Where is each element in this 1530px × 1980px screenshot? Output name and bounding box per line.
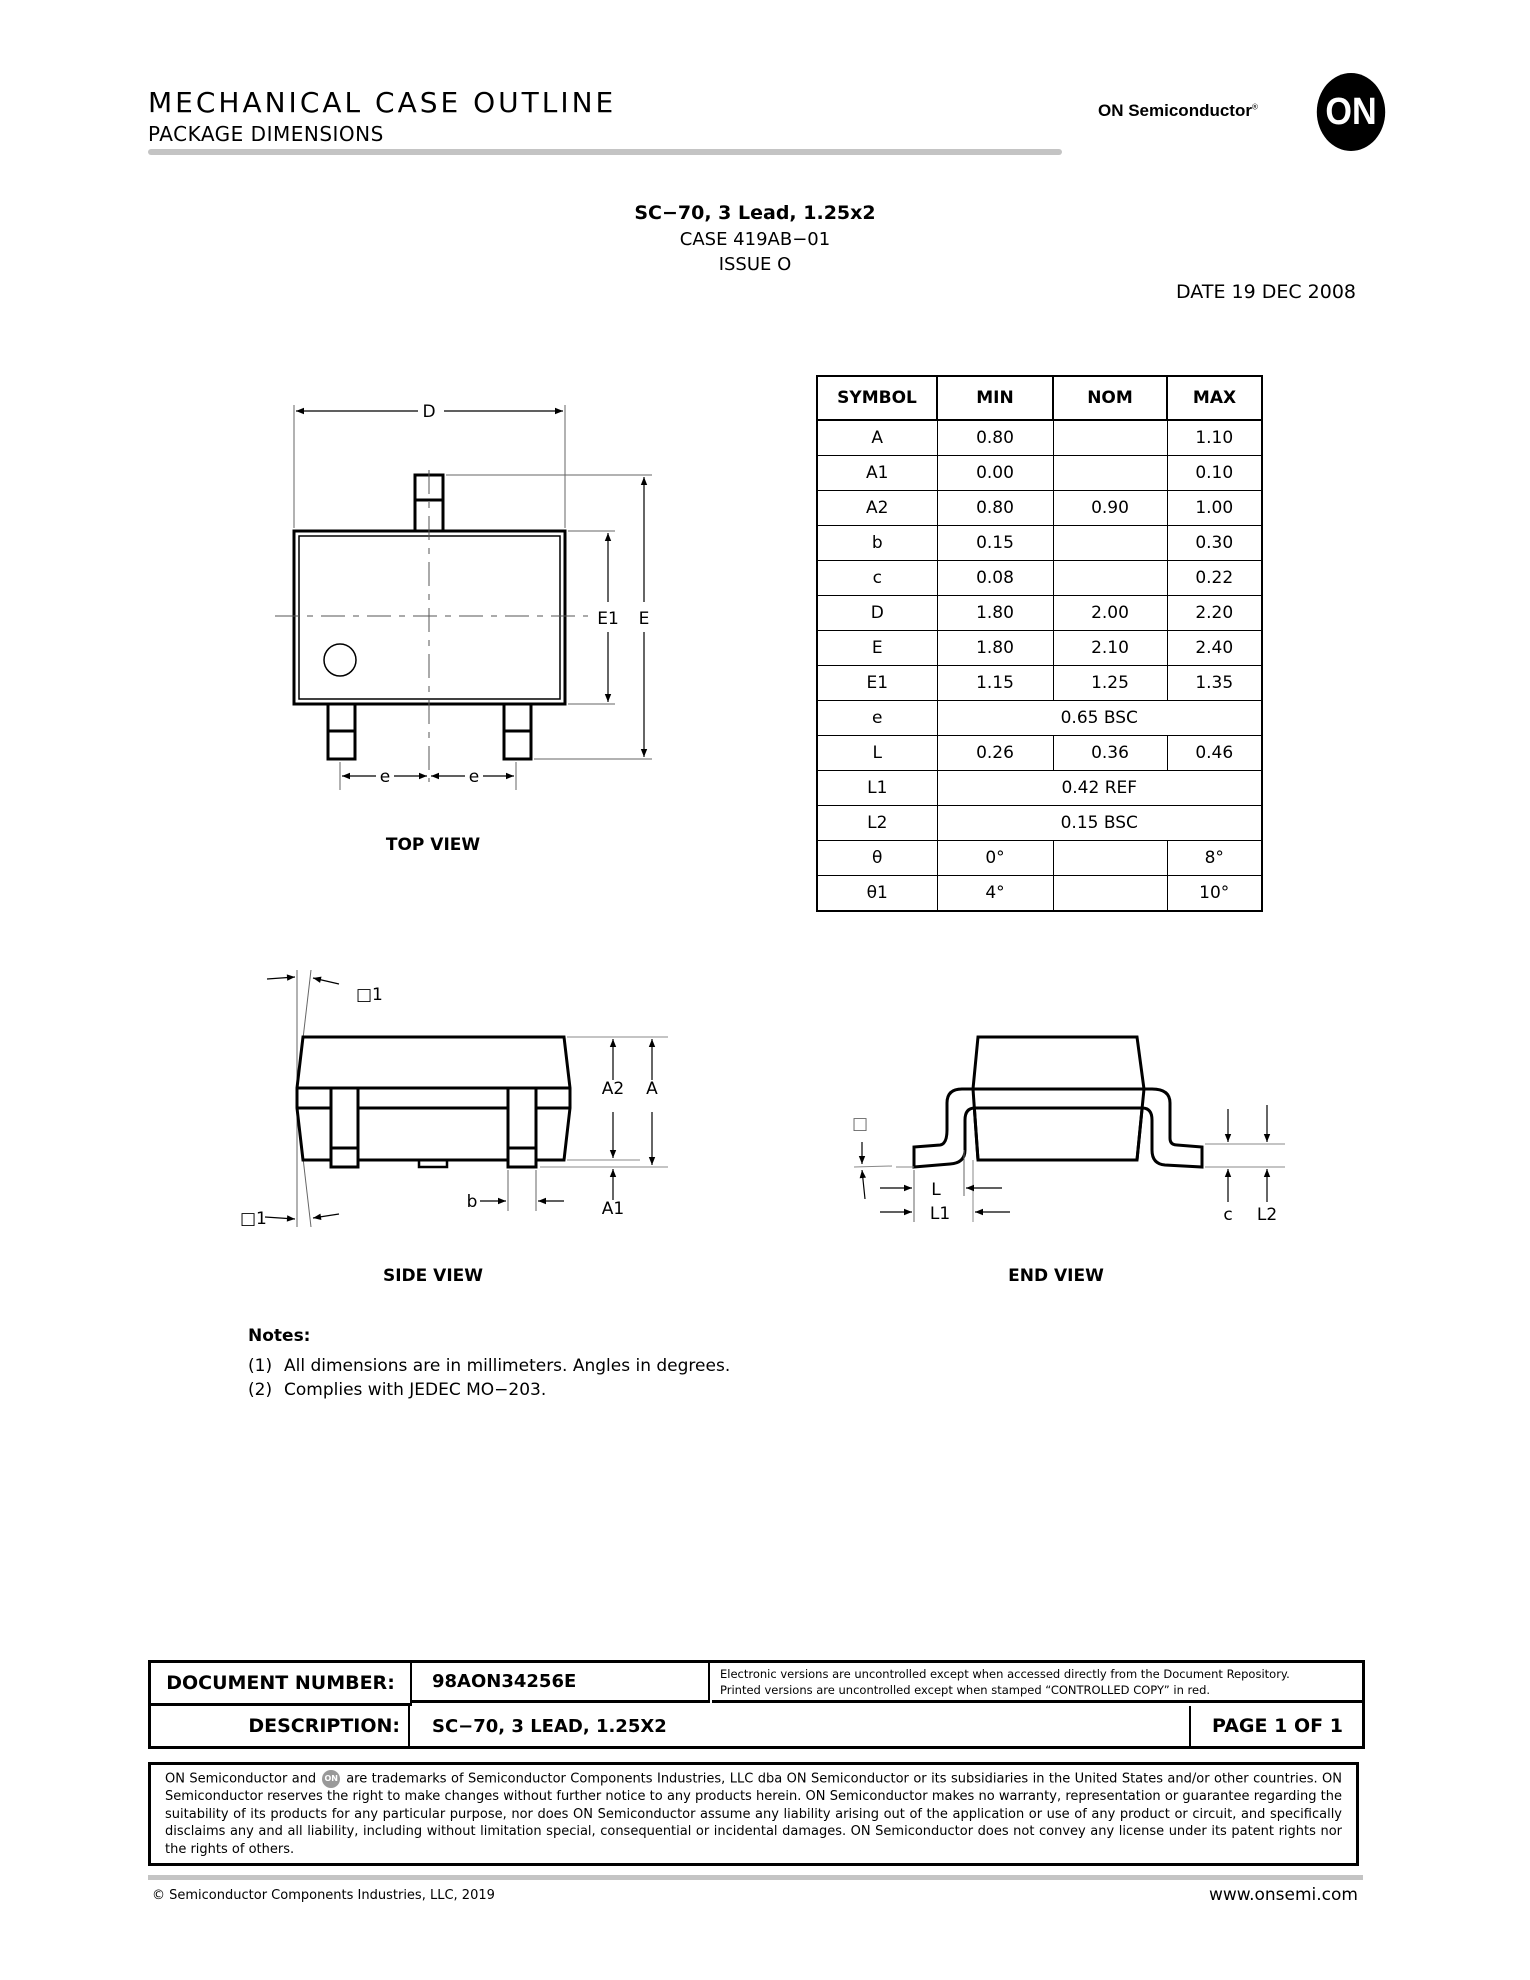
doc-number-label: DOCUMENT NUMBER:	[151, 1663, 412, 1706]
cell-max: 0.10	[1167, 456, 1262, 491]
on-logo: ON	[1317, 73, 1385, 151]
dim-label-A1: A1	[601, 1199, 625, 1219]
dim-label-L1: L1	[929, 1204, 951, 1224]
cell-max: 2.40	[1167, 631, 1262, 666]
dim-label-e-right: e	[468, 767, 480, 787]
cell-symbol: E1	[817, 666, 937, 701]
copyright: © Semiconductor Components Industries, LLC, 2019	[152, 1888, 495, 1903]
dim-label-L2: L2	[1256, 1205, 1278, 1225]
date: DATE 19 DEC 2008	[1176, 281, 1356, 303]
cell-max: 1.10	[1167, 420, 1262, 456]
cell-max: 1.00	[1167, 491, 1262, 526]
cell-max: 0.46	[1167, 736, 1262, 771]
footer-divider	[148, 1875, 1363, 1880]
doc-number: 98AON34256E	[412, 1663, 710, 1703]
description-label: DESCRIPTION:	[151, 1706, 410, 1746]
note-text: All dimensions are in millimeters. Angles in degrees.	[284, 1356, 731, 1376]
cell-min: 0.80	[937, 420, 1053, 456]
top-view-label: TOP VIEW	[385, 835, 481, 855]
page-number: PAGE 1 OF 1	[1212, 1715, 1343, 1737]
col-min: MIN	[937, 376, 1053, 420]
note-number: (2)	[248, 1380, 273, 1400]
cell-span: 0.65 BSC	[937, 701, 1262, 736]
cell-symbol: L2	[817, 806, 937, 841]
cell-min: 4°	[937, 876, 1053, 912]
cell-min: 0.26	[937, 736, 1053, 771]
cell-symbol: A2	[817, 491, 937, 526]
cell-min: 1.15	[937, 666, 1053, 701]
website-link[interactable]: www.onsemi.com	[1208, 1885, 1358, 1905]
end-view-label: END VIEW	[1008, 1266, 1104, 1286]
notes-heading: Notes:	[248, 1326, 311, 1346]
cell-min: 1.80	[937, 631, 1053, 666]
dim-label-E: E	[638, 609, 650, 629]
dim-label-A2: A2	[601, 1079, 625, 1099]
cell-min: 1.80	[937, 596, 1053, 631]
col-symbol: SYMBOL	[817, 376, 937, 420]
note-text: Complies with JEDEC MO−203.	[284, 1380, 547, 1400]
cell-max: 1.35	[1167, 666, 1262, 701]
note-1	[248, 1356, 730, 1376]
cell-max: 0.22	[1167, 561, 1262, 596]
cell-nom: 0.90	[1053, 491, 1167, 526]
end-view	[854, 1037, 1285, 1222]
cell-symbol: L	[817, 736, 937, 771]
dim-label-A: A	[646, 1079, 658, 1099]
cell-max: 8°	[1167, 841, 1262, 876]
cell-nom: 1.25	[1053, 666, 1167, 701]
note-2	[248, 1380, 546, 1400]
cell-nom: 0.36	[1053, 736, 1167, 771]
page-title: MECHANICAL CASE OUTLINE	[148, 86, 617, 119]
cell-min: 0°	[937, 841, 1053, 876]
on-logo-small: ON	[322, 1770, 340, 1788]
repo-note-printed: Printed versions are uncontrolled except when stamped “CONTROLLED COPY” in red.	[720, 1682, 1211, 1697]
cell-min: 0.00	[937, 456, 1053, 491]
cell-min: 0.80	[937, 491, 1053, 526]
cell-nom: 2.10	[1053, 631, 1167, 666]
top-view	[275, 405, 652, 790]
cell-max: 2.20	[1167, 596, 1262, 631]
repo-note-electronic: Electronic versions are uncontrolled except when accessed directly from the Document Repository.	[720, 1666, 1290, 1681]
cell-symbol: D	[817, 596, 937, 631]
dim-label-b: b	[466, 1192, 478, 1212]
dim-label-D: D	[422, 402, 436, 422]
description: SC−70, 3 LEAD, 1.25X2	[412, 1706, 1191, 1746]
issue: ISSUE O	[718, 254, 792, 275]
case-number: CASE 419AB−01	[679, 229, 831, 250]
dim-label-theta: □	[852, 1114, 869, 1134]
package-name: SC−70, 3 Lead, 1.25x2	[634, 202, 876, 224]
dim-label-L: L	[931, 1180, 941, 1200]
cell-symbol: e	[817, 701, 937, 736]
cell-min: 0.15	[937, 526, 1053, 561]
brand-text: ON Semiconductor	[1098, 101, 1252, 120]
cell-symbol: A	[817, 420, 937, 456]
repository-note	[712, 1663, 1362, 1703]
dim-label-e-left: e	[379, 767, 391, 787]
cell-span: 0.15 BSC	[937, 806, 1262, 841]
disclaimer-body: are trademarks of Semiconductor Components Industries, LLC dba ON Semiconductor or its subsidiaries in the United States and/or other countries. ON Semiconductor reserves the right to make changes without further notice to any products herein. ON Semiconductor makes no warranty, representation or guarantee regarding the suitability of its products for any particular purpose, nor does ON Semiconductor assume any liability arising out of the application or use of any product or circuit, and specifically disclaims any and all liability, including without limitation special, consequential or incidental damages. ON Semiconductor does not convey any license under its patent rights nor the rights of others.	[165, 1771, 1342, 1857]
cell-max: 0.30	[1167, 526, 1262, 561]
dim-label-E1: E1	[597, 609, 619, 629]
cell-symbol: θ	[817, 841, 937, 876]
side-view-label: SIDE VIEW	[382, 1266, 484, 1286]
cell-nom: 2.00	[1053, 596, 1167, 631]
cell-max: 10°	[1167, 876, 1262, 912]
dim-label-theta1-bottom: □1	[240, 1209, 267, 1229]
page-subtitle: PACKAGE DIMENSIONS	[148, 122, 384, 146]
cell-span: 0.42 REF	[937, 771, 1262, 806]
cell-symbol: L1	[817, 771, 937, 806]
cell-min: 0.08	[937, 561, 1053, 596]
trademark-disclaimer	[148, 1762, 1359, 1866]
disclaimer-lead: ON Semiconductor and	[165, 1771, 317, 1787]
cell-symbol: c	[817, 561, 937, 596]
col-max: MAX	[1167, 376, 1262, 420]
dim-label-theta1-top: □1	[356, 985, 383, 1005]
cell-symbol: A1	[817, 456, 937, 491]
cell-symbol: E	[817, 631, 937, 666]
document-info-box	[148, 1660, 1365, 1749]
dim-label-c: c	[1223, 1205, 1233, 1225]
cell-symbol: b	[817, 526, 937, 561]
note-number: (1)	[248, 1356, 273, 1376]
registered-mark: ®	[1251, 102, 1258, 112]
cell-symbol: θ1	[817, 876, 937, 912]
col-nom: NOM	[1053, 376, 1167, 420]
